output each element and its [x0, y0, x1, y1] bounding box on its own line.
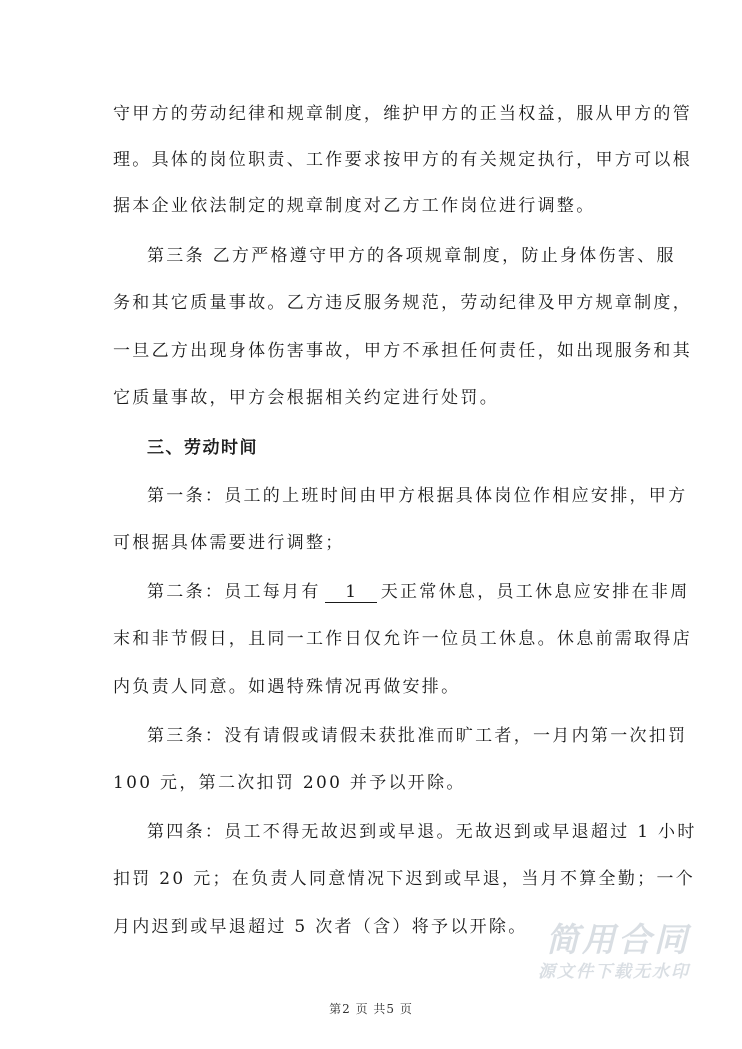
paragraph-line: 它质量事故，甲方会根据相关约定进行处罚。 — [113, 388, 499, 408]
paragraph-line: 月内迟到或早退超过 5 次者（含）将予以开除。 — [113, 917, 528, 937]
paragraph-line: 末和非节假日，且同一工作日仅允许一位员工休息。休息前需取得店 — [113, 629, 692, 649]
paragraph-line: 扣罚 20 元；在负责人同意情况下迟到或早退，当月不算全勤；一个 — [113, 869, 696, 889]
paragraph-line — [147, 580, 690, 604]
paragraph-line: 一旦乙方出现身体伤害事故，甲方不承担任何责任，如出现服务和其 — [113, 341, 692, 361]
paragraph-line: 内负责人同意。如遇特殊情况再做安排。 — [113, 677, 461, 697]
section-heading: 三、劳动时间 — [147, 438, 258, 458]
paragraph-line: 第三条：没有请假或请假未获批准而旷工者，一月内第一次扣罚 — [147, 726, 688, 746]
page-footer: 第2 页 共5 页 — [329, 1002, 413, 1016]
article-text: 第二条：员工每月有 — [147, 582, 321, 602]
paragraph-line: 第三条 乙方严格遵守甲方的各项规章制度，防止身体伤害、服 — [147, 246, 676, 266]
paragraph-line: 第一条：员工的上班时间由甲方根据具体岗位作相应安排，甲方 — [147, 486, 688, 506]
paragraph-line: 务和其它质量事故。乙方违反服务规范，劳动纪律及甲方规章制度， — [113, 293, 692, 313]
paragraph-line: 可根据具体需要进行调整； — [113, 533, 345, 553]
watermark-sub-text: 源文件下载无水印 — [538, 962, 690, 982]
article-text: 天正常休息，员工休息应安排在非周 — [380, 582, 690, 602]
paragraph-line: 理。具体的岗位职责、工作要求按甲方的有关规定执行，甲方可以根 — [113, 150, 692, 170]
watermark-main-text: 简用合同 — [546, 920, 690, 959]
rest-days-blank: 1 — [325, 582, 377, 603]
paragraph-line: 守甲方的劳动纪律和规章制度，维护甲方的正当权益，服从甲方的管 — [113, 104, 692, 124]
paragraph-line: 据本企业依法制定的规章制度对乙方工作岗位进行调整。 — [113, 196, 596, 216]
watermark-logo — [490, 920, 690, 984]
paragraph-line: 第四条：员工不得无故迟到或早退。无故迟到或早退超过 1 小时 — [147, 822, 697, 842]
paragraph-line: 100 元，第二次扣罚 200 并予以开除。 — [113, 773, 466, 793]
